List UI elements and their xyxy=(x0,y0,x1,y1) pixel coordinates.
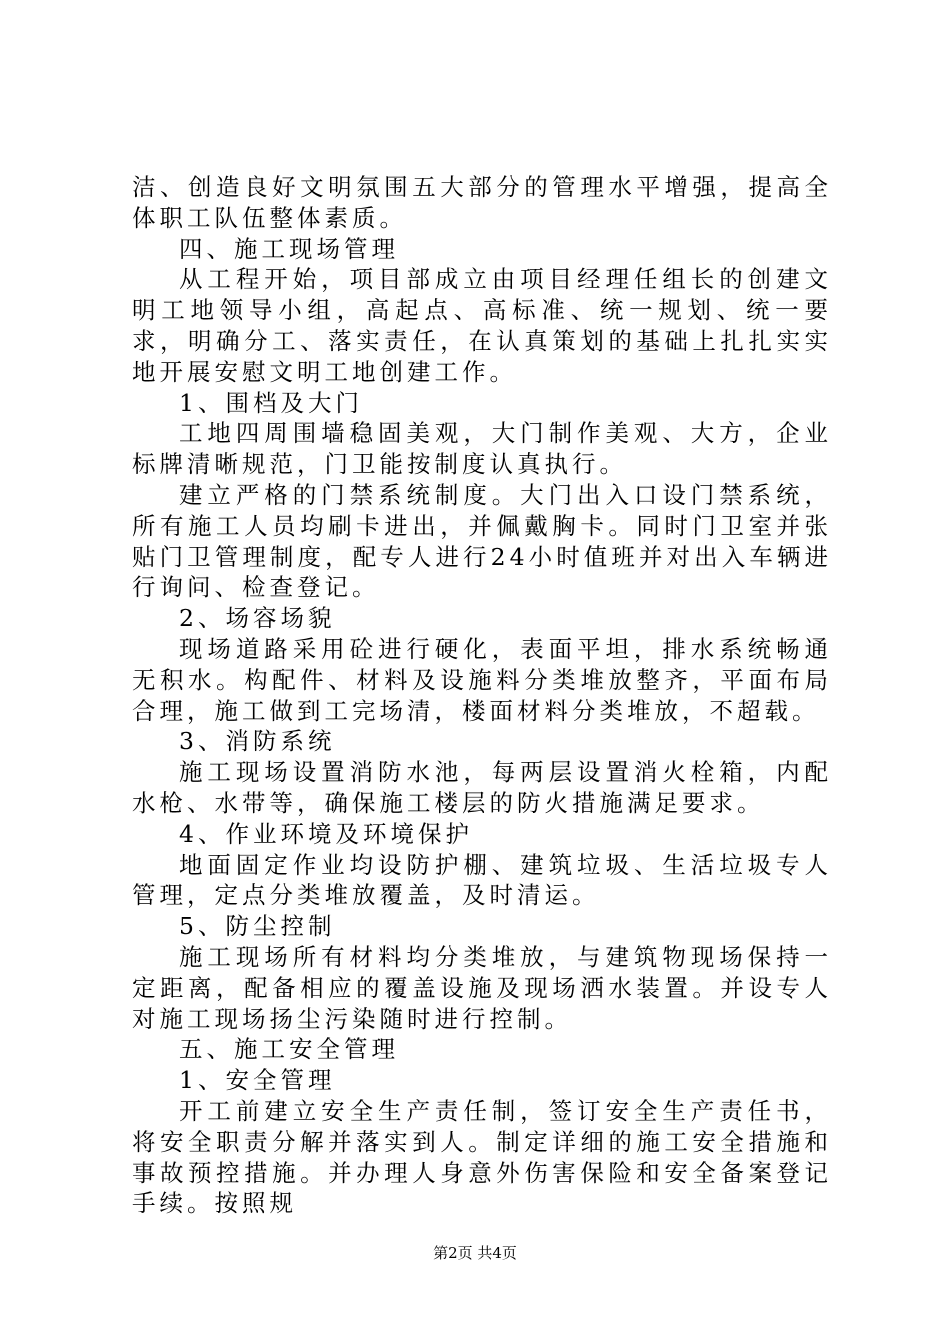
subheading-fence-and-gate: 1、围档及大门 xyxy=(179,388,363,417)
page-number-footer: 第2页 共4页 xyxy=(433,1244,517,1262)
subheading-site-appearance: 2、场容场貌 xyxy=(179,604,336,633)
document-body xyxy=(132,172,832,1219)
subheading-environment: 4、作业环境及环境保护 xyxy=(179,819,473,848)
section-heading-site-management: 四、施工现场管理 xyxy=(179,234,399,263)
body-paragraph: 工地四周围墙稳固美观，大门制作美观、大方，企业标牌清晰规范，门卫能按制度认真执行。 xyxy=(132,419,832,479)
continuation-paragraph: 洁、创造良好文明氛围五大部分的管理水平增强，提高全体职工队伍整体素质。 xyxy=(132,173,832,232)
body-paragraph: 地面固定作业均设防护棚、建筑垃圾、生活垃圾专人管理，定点分类堆放覆盖，及时清运。 xyxy=(132,850,832,910)
body-paragraph: 施工现场设置消防水池，每两层设置消火栓箱，内配水枪、水带等，确保施工楼层的防火措施满足要求。 xyxy=(132,758,832,817)
subheading-safety: 1、安全管理 xyxy=(179,1066,336,1095)
subheading-fire-system: 3、消防系统 xyxy=(179,727,336,756)
body-paragraph: 建立严格的门禁系统制度。大门出入口设门禁系统，所有施工人员均刷卡进出，并佩戴胸卡。同时门卫室并张贴门卫管理制度，配专人进行24小时值班并对出入车辆进行询问、检查登记。 xyxy=(132,480,832,602)
subheading-dust-control: 5、防尘控制 xyxy=(179,912,336,941)
body-paragraph: 开工前建立安全生产责任制，签订安全生产责任书，将安全职责分解并落实到人。制定详细的施工安全措施和事故预控措施。并办理人身意外伤害保险和安全备案登记手续。按照规 xyxy=(132,1096,832,1218)
body-paragraph: 现场道路采用砼进行硬化，表面平坦，排水系统畅通无积水。构配件、材料及设施料分类堆放整齐，平面布局合理，施工做到工完场清，楼面材料分类堆放，不超载。 xyxy=(132,634,832,725)
body-paragraph: 施工现场所有材料均分类堆放，与建筑物现场保持一定距离，配备相应的覆盖设施及现场洒水装置。并设专人对施工现场扬尘污染随时进行控制。 xyxy=(132,942,832,1033)
body-paragraph: 从工程开始，项目部成立由项目经理任组长的创建文明工地领导小组，高起点、高标准、统一规划、统一要求，明确分工、落实责任，在认真策划的基础上扎扎实实地开展安慰文明工地创建工作。 xyxy=(132,265,832,386)
section-heading-safety-management: 五、施工安全管理 xyxy=(179,1035,399,1064)
